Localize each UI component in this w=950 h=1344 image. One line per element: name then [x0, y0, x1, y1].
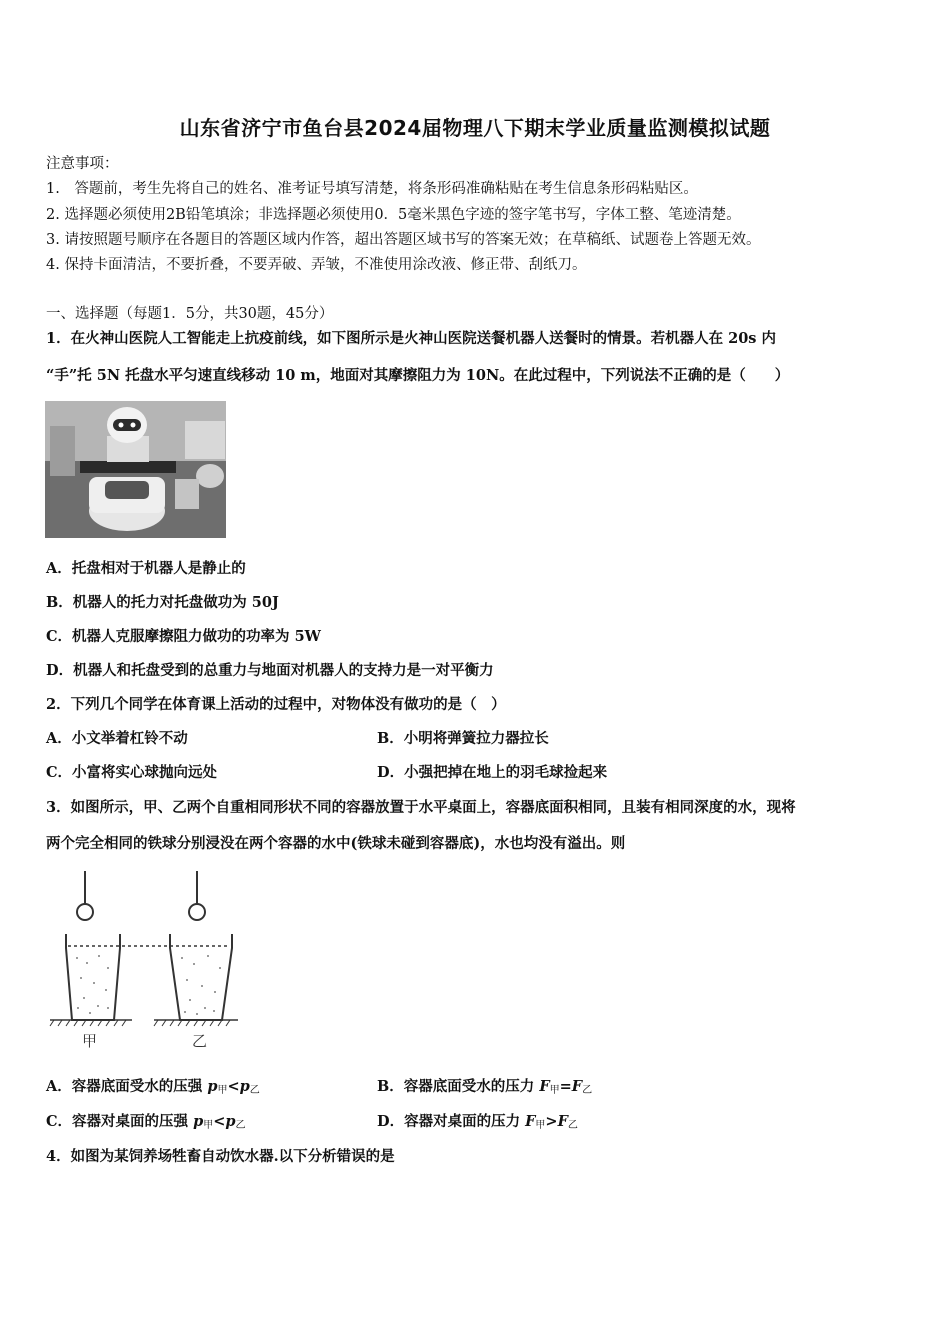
q3-option-a: A．容器底面受水的压强 $p_甲<p_乙$	[46, 1078, 260, 1096]
question-3-line-2: 两个完全相同的铁球分别浸没在两个容器的水中(铁球未碰到容器底)，水也均没有溢出。则	[46, 835, 626, 852]
notice-item: 2. 选择题必须使用2B铅笔填涂；非选择题必须使用0．5毫米黑色字迹的签字笔书写，字体工整、笔迹清楚。	[46, 207, 741, 223]
question-2-stem: 2．下列几个同学在体育课上活动的过程中，对物体没有做功的是（ ）	[46, 696, 506, 713]
containers-diagram	[42, 868, 242, 1050]
q3-option-d: D．容器对桌面的压力 $F_甲>F_乙$	[377, 1113, 578, 1131]
q2-option-d: D．小强把掉在地上的羽毛球捡起来	[377, 764, 608, 781]
q2-option-b: B．小明将弹簧拉力器拉长	[377, 730, 549, 747]
q1-option-d: D．机器人和托盘受到的总重力与地面对机器人的支持力是一对平衡力	[46, 662, 494, 679]
q2-option-c: C．小富将实心球抛向远处	[46, 764, 218, 781]
q2-option-a: A．小文举着杠铃不动	[46, 730, 188, 747]
question-1-line-1: 1．在火神山医院人工智能走上抗疫前线，如下图所示是火神山医院送餐机器人送餐时的情景。若机器人在 20s 内	[46, 330, 777, 347]
section-heading: 一、选择题（每题1．5分，共30题，45分）	[46, 306, 334, 322]
label-yi: 乙	[192, 1032, 208, 1050]
q1-option-a: A．托盘相对于机器人是静止的	[46, 560, 246, 577]
q1-option-b: B．机器人的托力对托盘做功为 50J	[46, 594, 279, 611]
notice-heading: 注意事项：	[46, 156, 119, 172]
q1-option-c: C．机器人克服摩擦阻力做功的功率为 5W	[46, 628, 321, 645]
q3-option-c: C．容器对桌面的压强 $p_甲<p_乙$	[46, 1113, 246, 1131]
notice-item: 1. 答题前，考生先将自己的姓名、准考证号填写清楚，将条形码准确粘贴在考生信息条形码粘贴区。	[46, 181, 698, 197]
notice-item: 4. 保持卡面清洁，不要折叠，不要弄破、弄皱，不准使用涂改液、修正带、刮纸刀。	[46, 257, 587, 273]
q3-option-b: B．容器底面受水的压力 $F_甲=F_乙$	[377, 1078, 593, 1096]
page-title: 山东省济宁市鱼台县2024届物理八下期末学业质量监测模拟试题	[179, 116, 771, 140]
question-3-line-1: 3．如图所示，甲、乙两个自重相同形状不同的容器放置于水平桌面上，容器底面积相同，且装有相同深度的水，现将	[46, 799, 796, 816]
question-4-stem: 4．如图为某饲养场牲畜自动饮水器.以下分析错误的是	[46, 1148, 395, 1165]
label-jia: 甲	[82, 1032, 98, 1050]
notice-item: 3. 请按照题号顺序在各题目的答题区域内作答，超出答题区域书写的答案无效；在草稿纸、试题卷上答题无效。	[46, 232, 761, 248]
question-1-line-2: “手”托 5N 托盘水平匀速直线移动 10 m，地面对其摩擦阻力为 10N。在此过程中，下列说法不正确的是（ ）	[46, 367, 790, 384]
delivery-robot-photo	[45, 401, 226, 538]
